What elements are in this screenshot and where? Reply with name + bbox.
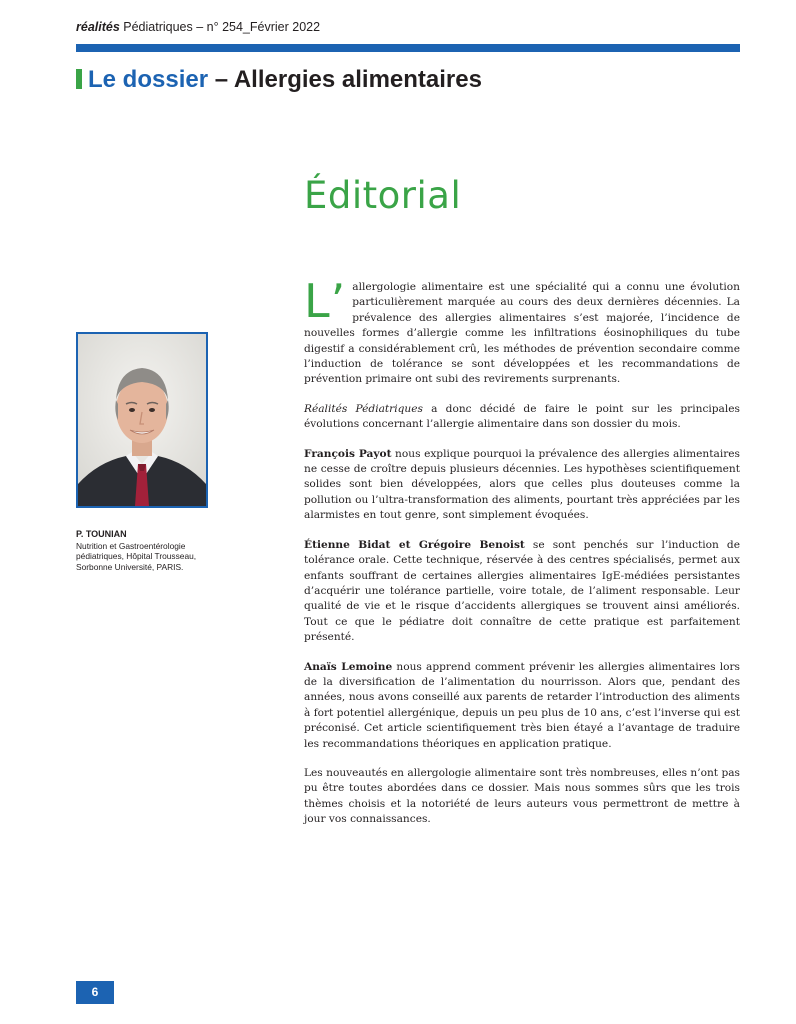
page-number: 6 (76, 981, 114, 1004)
author-name: P. TOUNIAN (76, 529, 127, 539)
author-photo (76, 332, 208, 508)
section-marker (76, 69, 82, 89)
paragraph-text: Les nouveautés en allergologie alimentaire sont très nombreuses, elles n’ont pas pu être toutes abordées dans ce dossier. Mais nous sommes sûrs que les trois thèmes choisis et la notoriété de leurs auteurs vous permettront de mettre à jour vos connaissances. (304, 766, 740, 826)
author-affiliation-line: pédiatriques, Hôpital Trousseau, (76, 551, 197, 561)
contributor-name: Étienne Bidat et Grégoire Benoist (304, 538, 525, 551)
journal-brand: réalités (76, 20, 120, 34)
paragraph-text: nous apprend comment prévenir les allergies alimentaires lors de la diversification de l’alimentation du nourrisson. Alors que, pendant des années, nous avons conseillé aux parents de retarder l’introduction des aliments à fort potentiel allergénique, depuis un peu plus de 10 ans, c’est l’inverse qui est préconisé. Cet article scientifiquement très bien étayé a l’avantage de traduire les recommandations théoriques en application pratique. (304, 660, 740, 750)
body-paragraph (304, 274, 740, 388)
body-paragraph (304, 766, 740, 828)
drop-cap: L’ (304, 274, 347, 328)
paragraph-text: allergologie alimentaire est une spécialité qui a connu une évolution particulièrement marquée au cours des deux dernières décennies. La prévalence des allergies alimentaires s’est majorée, l’incidence de nouvelles formes d’allergie comme les infiltrations éosinophiliques du tube digestif a considérablement crû, les méthodes de prévention secondaire comme l’induction de tolérance se sont développées et les recommandations de prévention primaire ont subi des revirements surprenants. (304, 281, 740, 386)
running-header (76, 20, 320, 34)
author-portrait-icon (78, 334, 206, 506)
body-paragraph (304, 660, 740, 752)
editorial-body (304, 274, 740, 842)
author-affiliation-line: Nutrition et Gastroentérologie (76, 540, 186, 551)
author-credit (76, 529, 236, 572)
author-affiliation-line: Sorbonne Université, PARIS. (76, 561, 184, 572)
section-separator: – (208, 66, 234, 93)
header-rule (76, 44, 740, 52)
section-topic: Allergies alimentaires (233, 66, 482, 93)
body-paragraph (304, 447, 740, 524)
section-kicker: Le dossier (88, 66, 209, 93)
contributor-name: François Payot (304, 447, 392, 460)
body-paragraph (304, 538, 740, 646)
paragraph-text: a donc décidé de faire le point sur les principales évolutions concernant l’allergie alimentaire dans son dossier du mois. (304, 402, 740, 431)
paragraph-text: nous explique pourquoi la prévalence des allergies alimentaires ne cesse de croître depuis plusieurs décennies. Les hypothèses scientifiquement solides sont bien développées, alors que celles plus douteuses comme la pollution ou l’ultra-transformation des aliments, pourtant très appréciées par les alarmistes en tout genre, sont simplement évoquées. (304, 447, 740, 522)
paragraph-text: se sont penchés sur l’induction de tolérance orale. Cette technique, réservée à des centres spécialisés, permet aux enfants souffrant de certaines allergies alimentaires IgE-médiées persistantes d’acquérir une tolérance partielle, voire totale, de l’aliment responsable. Leur qualité de vie et le risque d’accidents allergiques se trouvent ainsi améliorés. Tout ce que le pédiatre doit connaître de cette pratique est parfaitement présenté. (304, 538, 740, 644)
journal-name: Réalités Pédiatriques (304, 402, 423, 415)
issue-info: Pédiatriques – n° 254_Février 2022 (119, 20, 321, 34)
body-paragraph (304, 402, 740, 433)
section-heading (76, 66, 482, 94)
contributor-name: Anaïs Lemoine (304, 660, 393, 673)
page-title: Éditorial (304, 174, 462, 217)
